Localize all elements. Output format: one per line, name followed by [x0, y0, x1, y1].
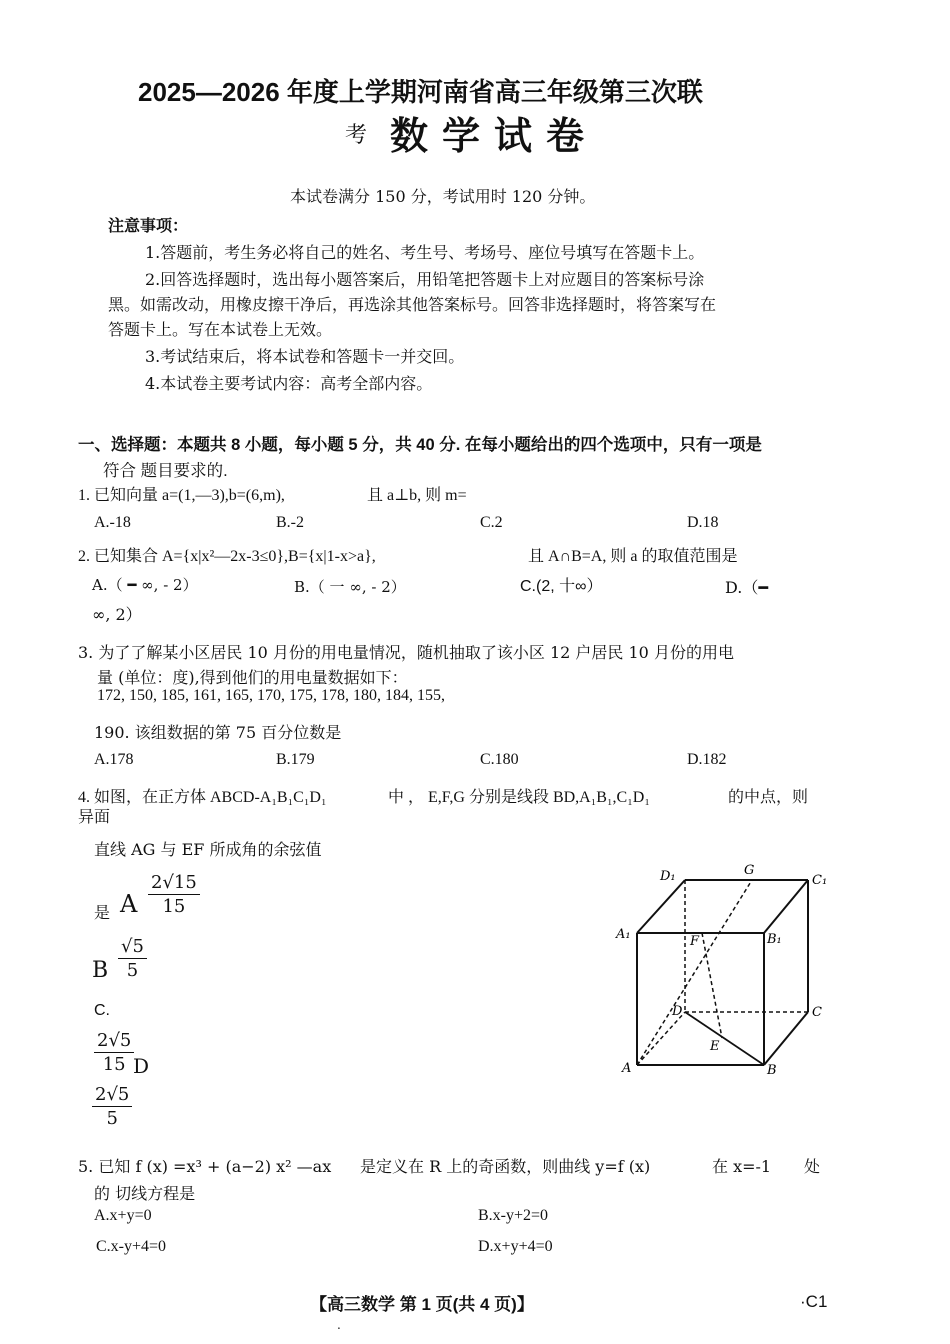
q4-option-a-numerator: 2√15 [148, 872, 200, 895]
notice-item-2-cont: 黑。如需改动，用橡皮擦干净后，再选涂其他答案标号。回答非选择题时，将答案写在 [108, 295, 717, 314]
q3-line1: 3. 为了了解某小区居民 10 月份的用电量情况，随机抽取了该小区 12 户居民 10 月份的用电 [78, 643, 734, 662]
notice-item-3: 3.考试结束后，将本试卷和答题卡一并交回。 [145, 347, 465, 366]
footer-dot: . [337, 1318, 341, 1332]
q2-stem-cond: 且 A∩B=A, 则 a 的取值范围是 [528, 548, 738, 565]
q4-option-a-fraction [148, 872, 200, 919]
edge-bc [764, 1012, 808, 1065]
q4-option-a-label: A [120, 890, 138, 918]
q2-option-d-cont: ∞, 2） [92, 605, 142, 624]
label-d1: D₁ [660, 869, 676, 884]
page-footer: 【高三数学 第 1 页(共 4 页)】 [310, 1295, 534, 1314]
q1-option-c: C.2 [480, 514, 503, 531]
q1-stem-cond: 且 a⊥b, 则 m= [367, 487, 467, 504]
label-d: D [672, 1004, 683, 1019]
q1-option-a: A.-18 [94, 514, 131, 531]
q4-stem-skew: 异面 [78, 809, 111, 826]
section1-heading-cont: 符合 题目要求的. [103, 462, 228, 480]
edge-b1c1 [764, 880, 808, 933]
q4-option-b-label: B [92, 958, 109, 983]
q5-option-c: C.x-y+4=0 [96, 1238, 167, 1255]
label-a: A [622, 1061, 632, 1076]
q4-option-c-fraction [94, 1030, 134, 1077]
label-b1: B₁ [767, 932, 782, 947]
q4-option-d-label: D [133, 1054, 150, 1078]
segment-ag [637, 880, 752, 1065]
segment-bd [685, 1012, 764, 1065]
label-f: F [690, 934, 700, 949]
label-b: B [767, 1063, 777, 1078]
q4-option-b-fraction [118, 936, 147, 983]
q4-option-c-label: C. [94, 1002, 110, 1019]
section1-heading: 一、选择题：本题共 8 小题，每小题 5 分，共 40 分. 在每小题给出的四个选项中，只有一项是 [78, 436, 762, 454]
q5-stem-odd: 是定义在 R 上的奇函数，则曲线 y=f (x) [360, 1157, 651, 1176]
q3-line4: 190. 该组数据的第 75 百分位数是 [94, 723, 342, 742]
notice-item-2-cont2: 答题卡上。写在本试卷上无效。 [108, 320, 333, 339]
q2-stem: 2. 已知集合 A={x|x²—2x-3≤0},B={x|1-x>a}, [78, 548, 376, 565]
segment-ef [702, 933, 722, 1038]
q5-stem-at: 在 x=-1 [712, 1157, 772, 1176]
q3-option-a: A.178 [94, 751, 134, 768]
q1-option-d: D.18 [687, 514, 719, 531]
notice-heading: 注意事项： [108, 218, 189, 235]
q3-option-c: C.180 [480, 751, 519, 768]
notice-item-1: 1.答题前，考生务必将自己的姓名、考生号、考场号、座位号填写在答题卡上。 [145, 243, 705, 262]
label-c: C [812, 1005, 822, 1020]
notice-item-2: 2.回答选择题时，选出每小题答案后，用铅笔把答题卡上对应题目的答案标号涂 [145, 270, 705, 289]
q4-stem-is: 是 [94, 903, 111, 922]
label-e: E [710, 1039, 720, 1054]
cube-figure [612, 858, 834, 1080]
q5-stem-tangent: 的 切线方程是 [94, 1184, 196, 1203]
exam-intro: 本试卷满分 150 分，考试用时 120 分钟。 [290, 187, 596, 206]
edge-ad-hidden [637, 1012, 685, 1065]
q1-stem: 1. 已知向量 a=(1,—3),b=(6,m), [78, 487, 285, 504]
q4-stem-cosine: 直线 AG 与 EF 所成角的余弦值 [94, 840, 322, 859]
label-a1: A₁ [616, 927, 631, 942]
q5-stem: 5. 已知 f (x) =x³ + (a−2) x² —ax [78, 1157, 332, 1176]
q3-option-b: B.179 [276, 751, 315, 768]
q4-stem-points: 中 ， E,F,G 分别是线段 BD,A₁B₁,C₁D₁ [388, 789, 650, 806]
q4-option-d-denominator: 5 [106, 1108, 118, 1129]
q4-stem: 4. 如图，在正方体 ABCD-A₁B₁C₁D₁ [78, 789, 327, 806]
q4-option-c-numerator: 2√5 [94, 1030, 134, 1053]
exam-title-suffix: 考 [345, 123, 368, 148]
q4-option-d-numerator: 2√5 [92, 1084, 132, 1107]
q4-stem-midpoint: 的中点，则 [728, 789, 809, 806]
q5-stem-point: 处 [804, 1157, 821, 1176]
q4-option-d-fraction [92, 1084, 132, 1131]
q1-option-b: B.-2 [276, 514, 304, 531]
footer-code: ·C1 [800, 1292, 828, 1311]
q3-option-d: D.182 [687, 751, 727, 768]
q4-option-b-denominator: 5 [126, 960, 139, 981]
q5-option-b: B.x-y+2=0 [478, 1207, 549, 1224]
q5-option-a: A.x+y=0 [94, 1207, 152, 1224]
label-g: G [744, 863, 755, 878]
q3-line2: 量 (单位：度),得到他们的用电量数据如下： [97, 668, 408, 687]
q4-option-b-numerator: √5 [118, 936, 147, 959]
q3-data: 172, 150, 185, 161, 165, 170, 175, 178, 180, 184, 155, [97, 687, 445, 704]
q2-option-a: A.（ ━ ∞, - 2） [92, 576, 198, 594]
q2-option-d: D.（━ [725, 578, 768, 597]
notice-item-4: 4.本试卷主要考试内容：高考全部内容。 [145, 374, 433, 393]
q2-option-b: B.（ 一 ∞, - 2） [294, 578, 406, 596]
label-c1: C₁ [812, 873, 828, 888]
q2-option-c: C.(2, 十∞） [520, 578, 603, 595]
q5-option-d: D.x+y+4=0 [478, 1238, 553, 1255]
exam-title-line1: 2025—2026 年度上学期河南省高三年级第三次联 [138, 77, 703, 107]
exam-title-subject: 数学试卷 [390, 113, 599, 158]
q4-option-a-denominator: 15 [162, 896, 186, 917]
edge-a1d1 [637, 880, 685, 933]
q4-option-c-denominator: 15 [102, 1054, 126, 1075]
